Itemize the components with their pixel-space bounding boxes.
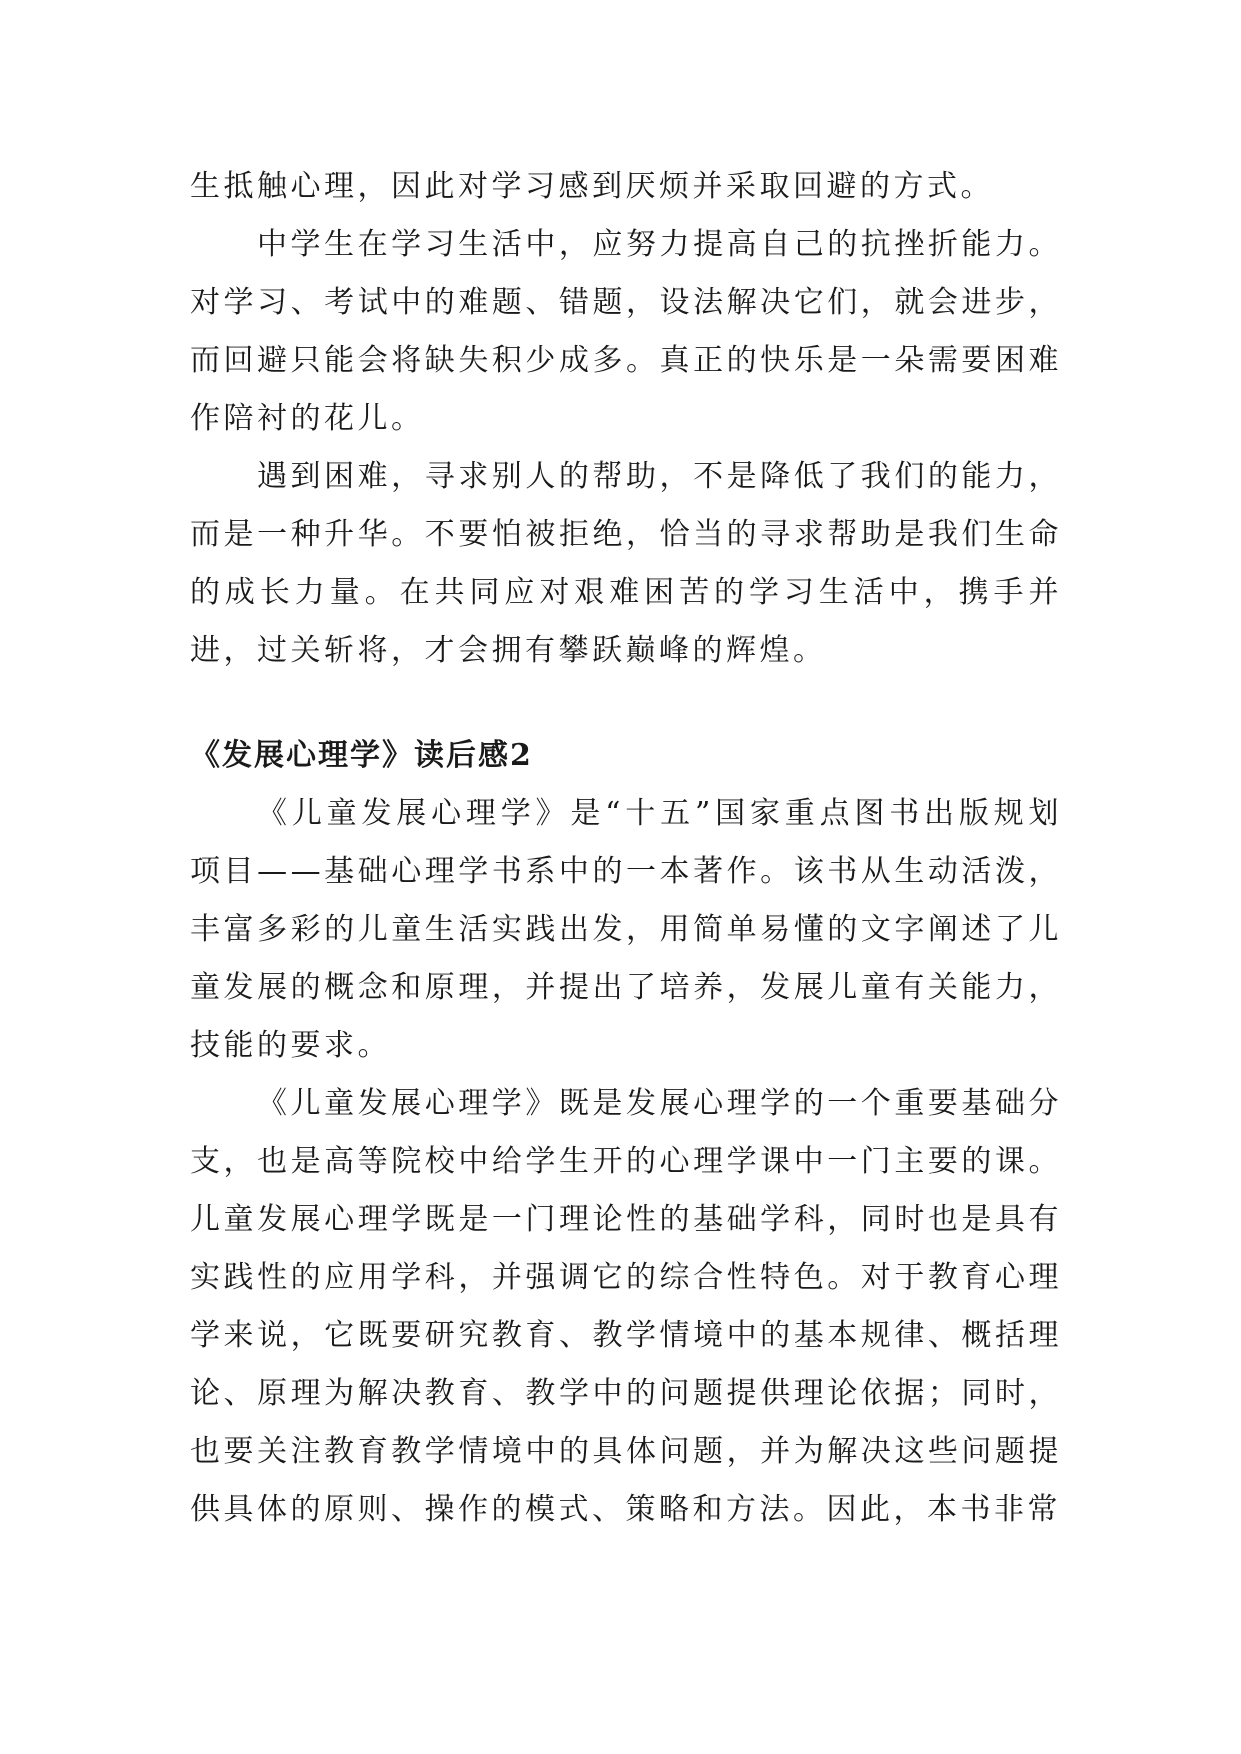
section-spacer — [190, 680, 1062, 727]
paragraph: 《儿童发展心理学》是“十五”国家重点图书出版规划项目——基础心理学书系中的一本著作。该书从生动活泼，丰富多彩的儿童生活实践出发，用简单易懂的文字阐述了儿童发展的概念和原理，并提出了培养，发展儿童有关能力，技能的要求。 — [190, 796, 1062, 1063]
paragraph: 生抵触心理，因此对学习感到厌烦并采取回避的方式。 — [190, 169, 994, 204]
section-title: 《发展心理学》读后感2 — [190, 738, 533, 773]
document-body — [190, 158, 1062, 1539]
paragraph: 遇到困难，寻求别人的帮助，不是降低了我们的能力，而是一种升华。不要怕被拒绝，恰当的寻求帮助是我们生命的成长力量。在共同应对艰难困苦的学习生活中，携手并进，过关斩将，才会拥有攀跃巅峰的辉煌。 — [190, 459, 1062, 668]
paragraph: 《儿童发展心理学》既是发展心理学的一个重要基础分支，也是高等院校中给学生开的心理学课中一门主要的课。儿童发展心理学既是一门理论性的基础学科，同时也是具有实践性的应用学科，并强调它的综合性特色。对于教育心理学来说，它既要研究教育、教学情境中的基本规律、概括理论、原理为解决教育、教学中的问题提供理论依据；同时，也要关注教育教学情境中的具体问题，并为解决这些问题提供具体的原则、操作的模式、策略和方法。因此，本书非常 — [190, 1086, 1062, 1527]
paragraph: 中学生在学习生活中，应努力提高自己的抗挫折能力。对学习、考试中的难题、错题，设法解决它们，就会进步，而回避只能会将缺失积少成多。真正的快乐是一朵需要困难作陪衬的花儿。 — [190, 227, 1062, 436]
